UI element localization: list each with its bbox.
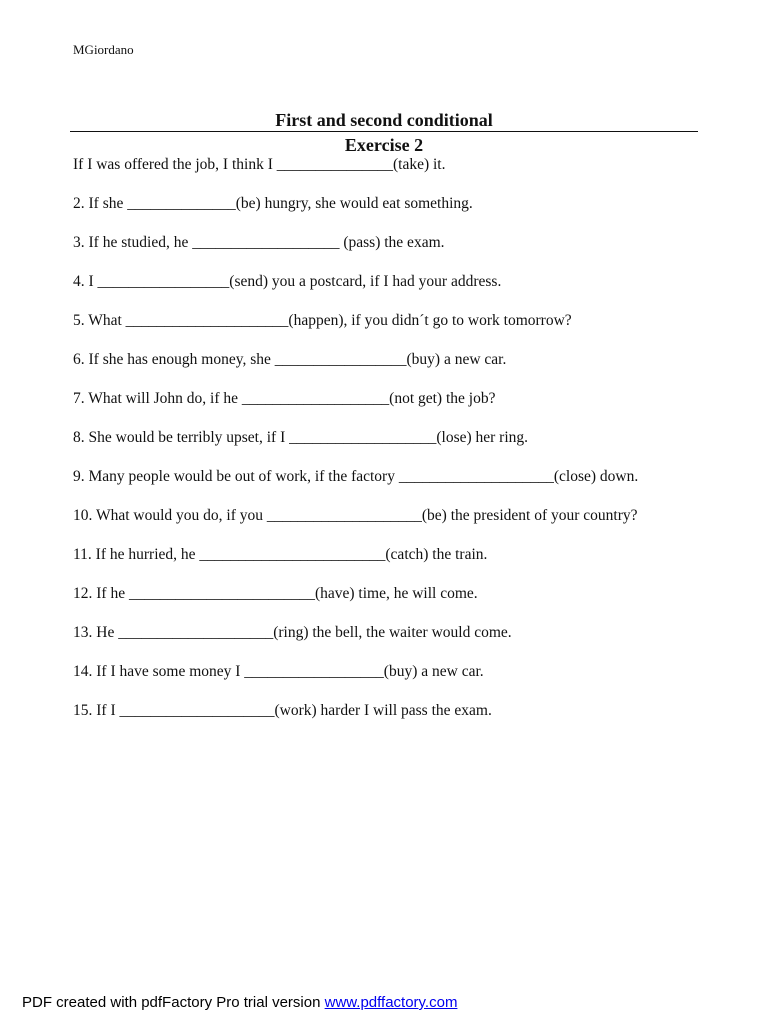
page-title: First and second conditional (275, 110, 493, 130)
exercise-item: 14. If I have some money I __________________(buy) a new car. (73, 663, 484, 680)
exercise-item: 12. If he ________________________(have) time, he will come. (73, 585, 478, 602)
exercise-item: 15. If I ____________________(work) harder I will pass the exam. (73, 702, 492, 719)
exercise-item: 4. I _________________(send) you a postcard, if I had your address. (73, 273, 502, 290)
exercise-item: 10. What would you do, if you ____________________(be) the president of your country? (73, 507, 638, 524)
exercise-list (73, 155, 693, 740)
pdf-footer (22, 994, 457, 1012)
exercise-item: 6. If she has enough money, she _________________(buy) a new car. (73, 351, 507, 368)
footer-link[interactable]: www.pdffactory.com (324, 994, 458, 1011)
author-name: MGiordano (73, 42, 134, 57)
exercise-item: 13. He ____________________(ring) the bell, the waiter would come. (73, 624, 512, 641)
exercise-heading: Exercise 2 (344, 135, 424, 155)
title-divider (70, 131, 698, 132)
exercise-item: 3. If he studied, he ___________________ (pass) the exam. (73, 234, 445, 251)
exercise-item: If I was offered the job, I think I _______________(take) it. (73, 156, 446, 173)
exercise-item: 2. If she ______________(be) hungry, she would eat something. (73, 195, 473, 212)
exercise-item: 8. She would be terribly upset, if I ___________________(lose) her ring. (73, 429, 529, 446)
exercise-item: 5. What _____________________(happen), if you didn´t go to work tomorrow? (73, 312, 572, 329)
exercise-item: 7. What will John do, if he ___________________(not get) the job? (73, 390, 496, 407)
exercise-item: 9. Many people would be out of work, if the factory ____________________(close) down. (73, 468, 639, 485)
footer-text: PDF created with pdfFactory Pro trial version (22, 994, 325, 1011)
exercise-item: 11. If he hurried, he ________________________(catch) the train. (73, 546, 488, 563)
